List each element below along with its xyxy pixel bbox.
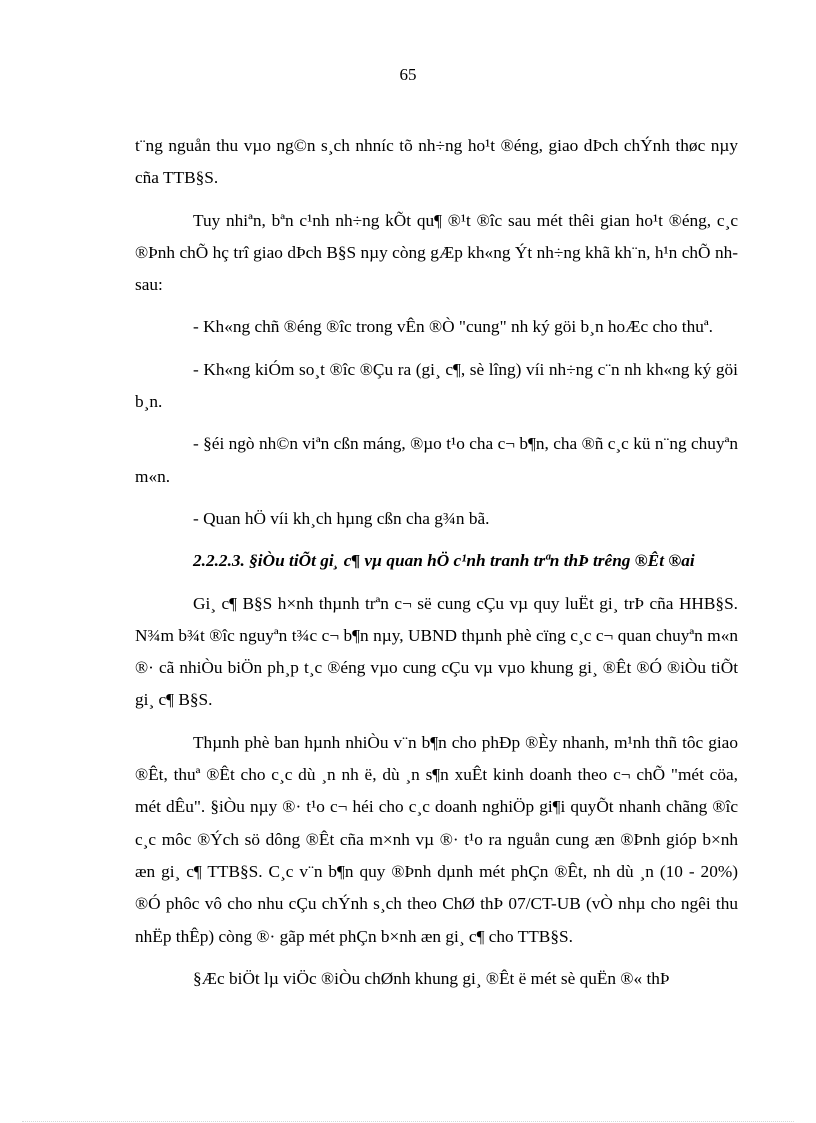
- bullet-paragraph: - §éi ngò nh©n viªn cßn máng, ®µo t¹o cha c¬ b¶n, cha ®ñ c¸c kü n¨ng chuyªn m«n.: [135, 434, 738, 486]
- paragraph: §Æc biÖt lµ viÖc ®iÒu chØnh khung gi¸ ®Êt ë mét sè quËn ®« thÞ: [193, 968, 670, 988]
- paragraph: Tuy nhiªn, bªn c¹nh nh÷ng kÕt qu¶ ®¹t ®îc sau mét thêi gian ho¹t ®éng, c¸c ®Þnh chÕ hç trî giao dÞch B§S nµy còng gÆp kh«ng Ýt nh÷ng khã kh¨n, h¹n chÕ nh sau:: [135, 210, 738, 295]
- paragraph: Gi¸ c¶ B§S h×nh thµnh trªn c¬ së cung cÇu vµ quy luËt gi¸ trÞ cña HHB§S. N¾m b¾t ®îc nguyªn t¾c c¬ b¶n nµy, UBND thµnh phè cïng c¸c c¬ quan chuyªn m«n ®· cã nhiÒu biÖn ph¸p t¸c ®éng vµo cung cÇu vµ vµo khung gi¸ ®Êt ®Ó ®iÒu tiÕt gi¸ c¶ B§S.: [135, 593, 738, 710]
- bullet-paragraph: - Kh«ng kiÓm so¸t ®îc ®Çu ra (gi¸ c¶, sè lîng) víi nh÷ng c¨n nh kh«ng ký göi b¸n.: [135, 359, 738, 412]
- section-heading: 2.2.2.3. §iÒu tiÕt gi¸ c¶ vµ quan hÖ c¹nh tranh trªn thÞ trêng ®Êt ®ai: [193, 551, 695, 571]
- document-body: [135, 130, 738, 995]
- paragraph: Thµnh phè ban hµnh nhiÒu v¨n b¶n cho phÐp ®Èy nhanh, m¹nh thñ tôc giao ®Êt, thuª ®Êt cho c¸c dù ¸n nh ë, dù ¸n s¶n xuÊt kinh doanh theo c¬ chÕ "mét cöa, mét dÊu". §iÒu nµy ®· t¹o c¬ héi cho c¸c doanh nghiÖp gi¶i quyÕt nhanh chãng ®îc c¸c môc ®Ých sö dông ®Êt cña m×nh vµ ®· t¹o ra nguån cung æn ®Þnh gióp b×nh æn gi¸ c¶ TTB§S. C¸c v¨n b¶n quy ®Þnh dµnh mét phÇn ®Êt, nh dù ¸n (10 - 20%) ®Ó phôc vô cho nhu cÇu chÝnh s¸ch theo ChØ thÞ 07/CT-UB (vÒ nhµ cho ngêi thu nhËp thÊp) còng ®· gãp mét phÇn b×nh æn gi¸ c¶ cho TTB§S.: [135, 732, 738, 946]
- page-number: 65: [399, 65, 417, 84]
- footer-divider: [22, 1121, 794, 1122]
- paragraph: t¨ng nguån thu vµo ng©n s¸ch nhníc tõ nh÷ng ho¹t ®éng, giao dÞch chÝnh thøc nµy cña TTB§S.: [135, 136, 738, 188]
- bullet-paragraph: - Kh«ng chñ ®éng ®îc trong vÊn ®Ò "cung" nh ký göi b¸n hoÆc cho thuª.: [193, 317, 713, 337]
- bullet-paragraph: - Quan hÖ víi kh¸ch hµng cßn cha g¾n bã.: [193, 508, 490, 528]
